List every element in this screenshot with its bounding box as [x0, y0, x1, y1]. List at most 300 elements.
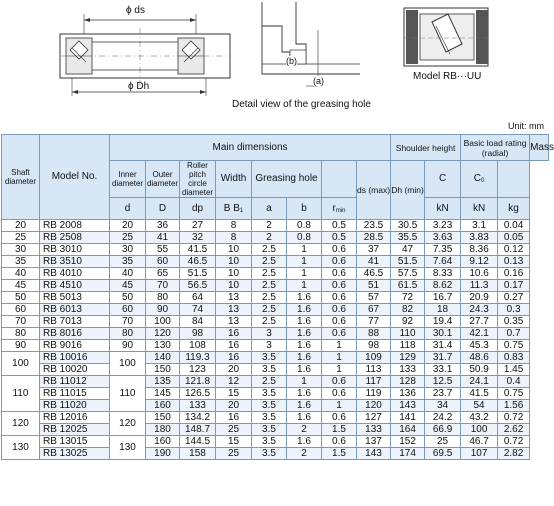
cell-ds: 109	[357, 352, 391, 364]
cell-c: 30.1	[425, 328, 461, 340]
cell-mass: 0.7	[498, 328, 530, 340]
cell-shaft: 60	[2, 304, 40, 316]
cell-d: 90	[110, 340, 146, 352]
cell-c0: 50.9	[461, 364, 498, 376]
cell-r: 0.5	[322, 220, 357, 232]
cell-r: 0.6	[322, 388, 357, 400]
cell-dp: 158	[180, 448, 216, 460]
cell-dp: 133	[180, 400, 216, 412]
table-row	[2, 280, 549, 292]
cell-b: 1	[287, 256, 322, 268]
b-dimension-label: (b)	[286, 56, 297, 66]
cell-d: 36	[146, 220, 180, 232]
table-row	[2, 340, 549, 352]
cell-dh: 110	[391, 328, 425, 340]
cell-c0: 107	[461, 448, 498, 460]
cell-dh: 72	[391, 292, 425, 304]
cell-mass: 1.45	[498, 364, 530, 376]
cell-ds: 119	[357, 388, 391, 400]
detail-caption: Detail view of the greasing hole	[232, 99, 371, 110]
col-mass: Mass	[530, 135, 549, 161]
cell-mass: 0.04	[498, 220, 530, 232]
cell-dp: 41.5	[180, 244, 216, 256]
cell-dh: 30.5	[391, 220, 425, 232]
cell-shaft: 120	[2, 412, 40, 436]
cell-dh: 57.5	[391, 268, 425, 280]
cell-r: 0.6	[322, 268, 357, 280]
cell-b: 1	[287, 268, 322, 280]
cell-b: 1.6	[287, 400, 322, 412]
cell-dp: 27	[180, 220, 216, 232]
table-row	[2, 328, 549, 340]
cell-d: 65	[146, 268, 180, 280]
cell-b: 15	[216, 388, 252, 400]
cell-shaft: 130	[2, 436, 40, 460]
cell-shaft: 80	[2, 328, 40, 340]
cell-c: 18	[425, 304, 461, 316]
cell-dh: 152	[391, 436, 425, 448]
table-row	[2, 388, 549, 400]
cell-model: RB 8016	[40, 328, 110, 340]
cell-c: 69.5	[425, 448, 461, 460]
cell-a: 3.5	[252, 400, 287, 412]
sym-d: d	[110, 198, 146, 220]
cell-d: 41	[146, 232, 180, 244]
cell-c0: 3.1	[461, 220, 498, 232]
cell-mass: 0.12	[498, 244, 530, 256]
table-row	[2, 304, 549, 316]
cell-r: 1	[322, 364, 357, 376]
cell-dh: 174	[391, 448, 425, 460]
col-shaft-diameter: Shaft diameter	[2, 135, 40, 220]
cell-a: 3.5	[252, 448, 287, 460]
cell-mass: 2.62	[498, 424, 530, 436]
cell-r: 1	[322, 340, 357, 352]
cell-c: 66.9	[425, 424, 461, 436]
cell-shaft: 45	[2, 280, 40, 292]
unit-label: Unit: mm	[508, 121, 544, 131]
cell-c: 25	[425, 436, 461, 448]
cell-ds: 143	[357, 448, 391, 460]
cell-ds: 77	[357, 316, 391, 328]
cell-b: 16	[216, 328, 252, 340]
cell-r: 0.6	[322, 376, 357, 388]
cell-d: 30	[110, 244, 146, 256]
cell-ds: 137	[357, 436, 391, 448]
cell-dh: 143	[391, 400, 425, 412]
sym-c: C	[425, 161, 461, 198]
cell-r: 0.6	[322, 244, 357, 256]
cell-shaft: 100	[2, 352, 40, 376]
cell-d: 130	[146, 340, 180, 352]
cell-b: 20	[216, 400, 252, 412]
cell-d: 130	[110, 436, 146, 460]
col-roller-pitch: Roller pitch circle diameter	[180, 161, 216, 198]
cell-ds: 98	[357, 340, 391, 352]
cell-ds: 57	[357, 292, 391, 304]
cell-a: 3	[252, 328, 287, 340]
cell-c: 24.2	[425, 412, 461, 424]
cell-model: RB 2508	[40, 232, 110, 244]
cell-shaft: 90	[2, 340, 40, 352]
cell-b: 16	[216, 340, 252, 352]
cell-model: RB 12025	[40, 424, 110, 436]
table-row	[2, 448, 549, 460]
cell-b: 25	[216, 448, 252, 460]
cell-model: RB 3510	[40, 256, 110, 268]
cell-d: 160	[146, 400, 180, 412]
cell-model: RB 11020	[40, 400, 110, 412]
cell-c: 31.4	[425, 340, 461, 352]
cell-a: 2.5	[252, 316, 287, 328]
cell-d: 100	[110, 352, 146, 376]
cell-b: 1.6	[287, 436, 322, 448]
cell-dp: 134.2	[180, 412, 216, 424]
cell-b: 1	[287, 244, 322, 256]
sym-r-min: $r_{min}$	[322, 198, 357, 220]
table-row	[2, 412, 549, 424]
cell-b: 0.8	[287, 220, 322, 232]
cell-model: RB 5013	[40, 292, 110, 304]
cell-r: 0.6	[322, 328, 357, 340]
cell-mass: 0.17	[498, 280, 530, 292]
table-row	[2, 316, 549, 328]
cell-d: 150	[146, 364, 180, 376]
cell-b: 2	[287, 424, 322, 436]
sym-a: a	[252, 198, 287, 220]
cell-d: 190	[146, 448, 180, 460]
cell-b: 1.6	[287, 328, 322, 340]
cell-r: 1.5	[322, 448, 357, 460]
cell-mass: 0.35	[498, 316, 530, 328]
cell-a: 3.5	[252, 352, 287, 364]
cell-b: 13	[216, 316, 252, 328]
cell-d: 45	[110, 280, 146, 292]
col-width: Width	[216, 161, 252, 198]
cell-b: 12	[216, 376, 252, 388]
cell-shaft: 30	[2, 244, 40, 256]
col-greasing-hole: Greasing hole	[252, 161, 322, 198]
cell-mass: 0.72	[498, 436, 530, 448]
cell-model: RB 7013	[40, 316, 110, 328]
cell-d: 80	[110, 328, 146, 340]
cell-b: 1.6	[287, 364, 322, 376]
cell-model: RB 10020	[40, 364, 110, 376]
table-header	[2, 135, 554, 220]
cell-c: 3.23	[425, 220, 461, 232]
cell-c: 16.7	[425, 292, 461, 304]
cell-dp: 148.7	[180, 424, 216, 436]
cell-d: 20	[110, 220, 146, 232]
cell-d: 110	[110, 376, 146, 412]
cell-b: 8	[216, 220, 252, 232]
cell-dp: 121.8	[180, 376, 216, 388]
cell-shaft: 25	[2, 232, 40, 244]
cell-c0: 43.2	[461, 412, 498, 424]
cell-model: RB 11012	[40, 376, 110, 388]
cell-dh: 136	[391, 388, 425, 400]
cell-model: RB 4510	[40, 280, 110, 292]
table-row	[2, 292, 549, 304]
cell-b: 13	[216, 304, 252, 316]
cell-dp: 46.5	[180, 256, 216, 268]
cell-a: 3.5	[252, 436, 287, 448]
cell-b: 0.8	[287, 232, 322, 244]
cell-d: 40	[110, 268, 146, 280]
cell-dp: 123	[180, 364, 216, 376]
cell-b: 8	[216, 232, 252, 244]
cell-mass: 0.27	[498, 292, 530, 304]
sym-c0: $C_0$	[461, 161, 498, 198]
cell-a: 2.5	[252, 268, 287, 280]
cell-shaft: 110	[2, 376, 40, 412]
cell-b: 15	[216, 436, 252, 448]
cell-b: 25	[216, 424, 252, 436]
cell-ds: 23.5	[357, 220, 391, 232]
cell-d: 160	[146, 436, 180, 448]
cell-dh: 82	[391, 304, 425, 316]
cell-dp: 84	[180, 316, 216, 328]
cell-d: 60	[146, 256, 180, 268]
cell-r: 1	[322, 352, 357, 364]
cell-c0: 3.83	[461, 232, 498, 244]
cell-dp: 108	[180, 340, 216, 352]
cell-b: 1.6	[287, 304, 322, 316]
col-outer-diameter: Outer diameter	[146, 161, 180, 198]
dh-dimension-label: ϕ Dh	[128, 81, 150, 92]
col-main-dimensions: Main dimensions	[110, 135, 391, 161]
cell-ds: 88	[357, 328, 391, 340]
cell-c: 7.64	[425, 256, 461, 268]
model-uu-caption: Model RB···UU	[413, 71, 482, 82]
cell-b: 1.6	[287, 316, 322, 328]
sym-dp: dp	[180, 198, 216, 220]
cell-model: RB 10016	[40, 352, 110, 364]
cell-dp: 64	[180, 292, 216, 304]
cell-c0: 11.3	[461, 280, 498, 292]
cell-d: 145	[146, 388, 180, 400]
cell-mass: 0.83	[498, 352, 530, 364]
cell-c: 8.62	[425, 280, 461, 292]
cell-d: 180	[146, 424, 180, 436]
table-row	[2, 424, 549, 436]
cell-dp: 51.5	[180, 268, 216, 280]
table-row	[2, 256, 549, 268]
cell-d: 60	[110, 304, 146, 316]
model-uu-seal-drawing	[0, 0, 550, 100]
table-row	[2, 352, 549, 364]
table-row	[2, 244, 549, 256]
cell-dp: 126.5	[180, 388, 216, 400]
cell-b: 2	[287, 448, 322, 460]
cell-d: 80	[146, 292, 180, 304]
table-row	[2, 376, 549, 388]
cell-c: 3.63	[425, 232, 461, 244]
cell-ds: 127	[357, 412, 391, 424]
cell-shaft: 50	[2, 292, 40, 304]
cell-b: 1	[287, 280, 322, 292]
cell-model: RB 6013	[40, 304, 110, 316]
ds-dimension-label: ϕ ds	[126, 5, 145, 16]
cell-c0: 9.12	[461, 256, 498, 268]
unit-kg: kg	[498, 198, 530, 220]
cell-c0: 100	[461, 424, 498, 436]
col-basic-load-rating: Basic load rating (radial)	[461, 135, 530, 161]
cell-model: RB 3010	[40, 244, 110, 256]
cell-a: 2.5	[252, 244, 287, 256]
cell-d: 90	[146, 304, 180, 316]
cell-r: 0.6	[322, 292, 357, 304]
cell-ds: 41	[357, 256, 391, 268]
cell-ds: 67	[357, 304, 391, 316]
cell-dh: 35.5	[391, 232, 425, 244]
cell-r: 0.6	[322, 316, 357, 328]
cell-b: 13	[216, 292, 252, 304]
cell-dp: 144.5	[180, 436, 216, 448]
cell-b: 10	[216, 280, 252, 292]
cell-c: 12.5	[425, 376, 461, 388]
sym-ds: ds (max)	[357, 161, 391, 220]
sym-b: B $B_1$	[216, 198, 252, 220]
col-model-no: Model No.	[40, 135, 110, 220]
cell-dh: 128	[391, 376, 425, 388]
cell-ds: 117	[357, 376, 391, 388]
cell-d: 35	[110, 256, 146, 268]
cell-a: 3	[252, 340, 287, 352]
cell-model: RB 2008	[40, 220, 110, 232]
cell-ds: 51	[357, 280, 391, 292]
cell-mass: 1.56	[498, 400, 530, 412]
table-row	[2, 436, 549, 448]
cell-shaft: 40	[2, 268, 40, 280]
cell-b: 1.6	[287, 292, 322, 304]
cell-shaft: 35	[2, 256, 40, 268]
cell-b: 10	[216, 244, 252, 256]
sym-mass	[498, 161, 530, 198]
cell-c: 8.33	[425, 268, 461, 280]
cell-c: 31.7	[425, 352, 461, 364]
cell-r: 0.6	[322, 412, 357, 424]
cell-mass: 0.13	[498, 256, 530, 268]
cell-dh: 141	[391, 412, 425, 424]
cell-c0: 48.6	[461, 352, 498, 364]
a-dimension-label: (a)	[313, 76, 324, 86]
sym-hole-b: b	[287, 198, 322, 220]
cell-ds: 37	[357, 244, 391, 256]
cell-c0: 54	[461, 400, 498, 412]
cell-a: 2.5	[252, 292, 287, 304]
cell-d: 120	[146, 328, 180, 340]
cell-b: 10	[216, 256, 252, 268]
cell-a: 3.5	[252, 412, 287, 424]
sym-dh: Dh (min)	[391, 161, 425, 220]
cell-c: 19.4	[425, 316, 461, 328]
cell-d: 140	[146, 352, 180, 364]
cell-c0: 46.7	[461, 436, 498, 448]
cell-r: 0.5	[322, 232, 357, 244]
cell-c0: 24.3	[461, 304, 498, 316]
cell-ds: 120	[357, 400, 391, 412]
cell-c: 23.7	[425, 388, 461, 400]
cell-ds: 133	[357, 424, 391, 436]
cell-model: RB 4010	[40, 268, 110, 280]
table-row	[2, 364, 549, 376]
cell-d: 70	[146, 280, 180, 292]
cell-c0: 41.5	[461, 388, 498, 400]
cell-a: 2	[252, 220, 287, 232]
cell-d: 50	[110, 292, 146, 304]
cell-dp: 32	[180, 232, 216, 244]
unit-kn-c0: kN	[461, 198, 498, 220]
cell-a: 3.5	[252, 388, 287, 400]
cell-a: 2.5	[252, 256, 287, 268]
cell-r: 0.6	[322, 280, 357, 292]
cell-dp: 119.3	[180, 352, 216, 364]
cell-dh: 164	[391, 424, 425, 436]
cell-b: 16	[216, 412, 252, 424]
cell-model: RB 13015	[40, 436, 110, 448]
cell-b: 1.6	[287, 412, 322, 424]
cell-a: 3.5	[252, 364, 287, 376]
cell-c0: 45.3	[461, 340, 498, 352]
cell-c0: 24.1	[461, 376, 498, 388]
cell-model: RB 9016	[40, 340, 110, 352]
cell-mass: 0.75	[498, 340, 530, 352]
cell-mass: 0.3	[498, 304, 530, 316]
unit-kn-c: kN	[425, 198, 461, 220]
cell-shaft: 20	[2, 220, 40, 232]
cell-d: 100	[146, 316, 180, 328]
cell-dh: 129	[391, 352, 425, 364]
cell-shaft: 70	[2, 316, 40, 328]
col-inner-diameter: Inner diameter	[110, 161, 146, 198]
cell-r: 0.6	[322, 304, 357, 316]
cell-r: 1	[322, 400, 357, 412]
cell-r: 0.6	[322, 436, 357, 448]
cell-dp: 56.5	[180, 280, 216, 292]
cell-a: 2.5	[252, 304, 287, 316]
cell-c0: 42.1	[461, 328, 498, 340]
cell-dh: 51.5	[391, 256, 425, 268]
cell-d: 120	[110, 412, 146, 436]
table-row	[2, 268, 549, 280]
cell-b: 1.6	[287, 340, 322, 352]
cell-mass: 0.4	[498, 376, 530, 388]
cell-ds: 113	[357, 364, 391, 376]
cell-a: 2.5	[252, 280, 287, 292]
cell-b: 16	[216, 352, 252, 364]
cell-model: RB 12016	[40, 412, 110, 424]
cell-c0: 8.36	[461, 244, 498, 256]
sym-outer-d: D	[146, 198, 180, 220]
cell-ds: 28.5	[357, 232, 391, 244]
cell-mass: 0.05	[498, 232, 530, 244]
cell-c: 33.1	[425, 364, 461, 376]
cell-mass: 0.72	[498, 412, 530, 424]
cell-d: 135	[146, 376, 180, 388]
cell-d: 150	[146, 412, 180, 424]
cell-model: RB 13025	[40, 448, 110, 460]
table-row	[2, 232, 549, 244]
cell-b: 1.6	[287, 352, 322, 364]
cell-a: 3.5	[252, 424, 287, 436]
cell-r: 1.5	[322, 424, 357, 436]
cell-c0: 10.6	[461, 268, 498, 280]
cell-model: RB 11015	[40, 388, 110, 400]
cell-dh: 47	[391, 244, 425, 256]
bearing-spec-table	[1, 134, 554, 460]
cell-c0: 20.9	[461, 292, 498, 304]
